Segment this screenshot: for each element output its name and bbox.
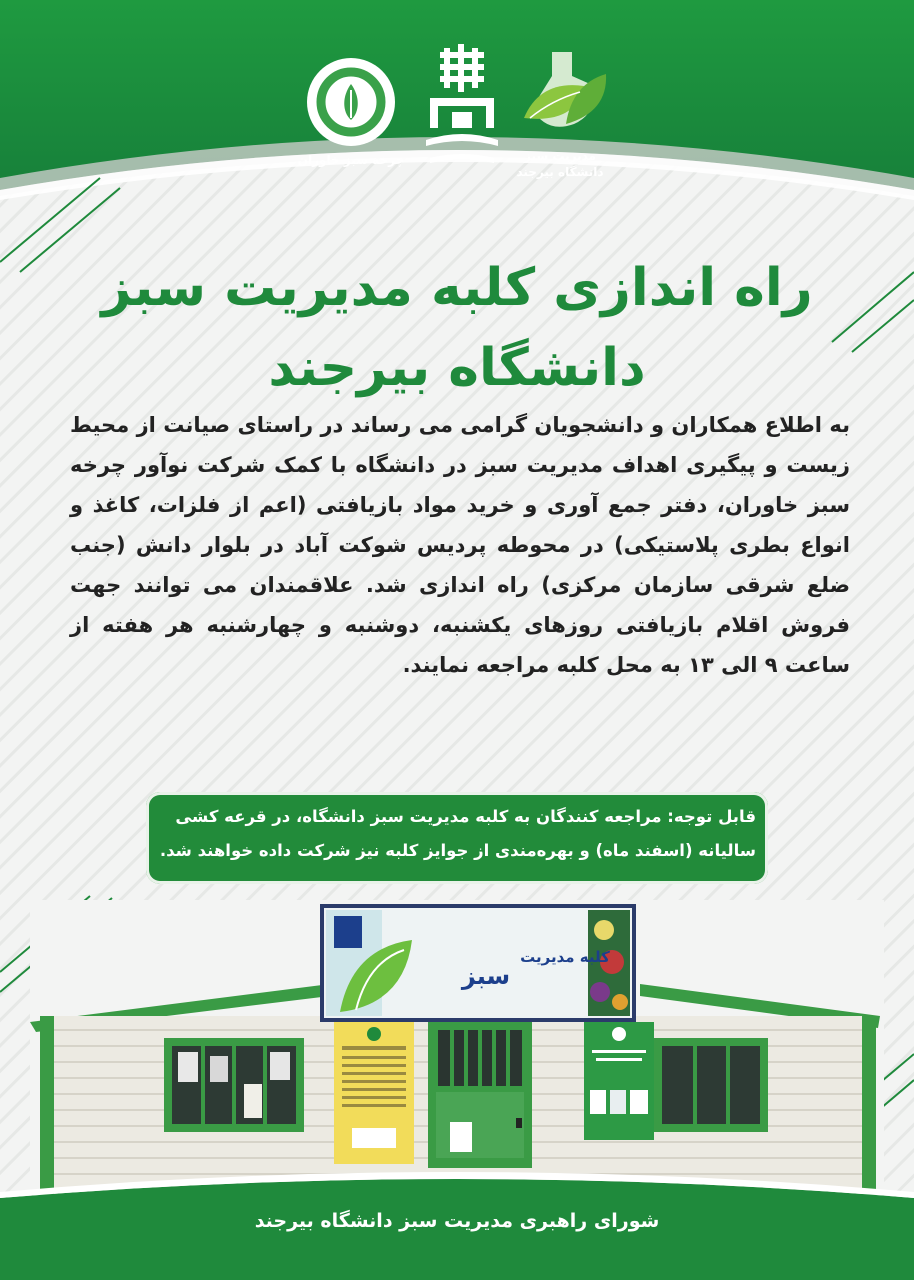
notice-text: قابل توجه: مراجعه کنندگان به کلبه مدیریت سبز دانشگاه، در قرعه کشی سالیانه (اسفند ماه) و بهره‌مندی از جوایز کلبه نیز شرکت داده خواهند شد. (159, 807, 756, 860)
charkhe-sabz-caption: چرخه سبز خاوران (297, 153, 405, 167)
green-management-logo (508, 40, 612, 180)
sign-text-big: سبز (461, 962, 511, 990)
green-management-caption-2: دانشگاه بیرجند (516, 165, 604, 179)
green-management-caption-1: مدیریت سبز (524, 149, 596, 163)
headline-line-1: راه اندازی کلبه مدیریت سبز (101, 258, 813, 318)
headline-line-2: دانشگاه بیرجند (268, 338, 646, 398)
sign-text-small: کلبه مدیریت (520, 948, 610, 966)
footer-text: شورای راهبری مدیریت سبز دانشگاه بیرجند (254, 1210, 660, 1232)
announcement-text: به اطلاع همکاران و دانشجویان گرامی می رساند در راستای صیانت از محیط زیست و پیگیری اهداف مدیریت سبز در دانشگاه با کمک شرکت نوآور چرخه سبز خاوران، دفتر جمع آوری و خرید مواد بازیافتی (اعم از فلزات، کاغذ و انواع بطری پلاستیکی) در محوطه پردیس شوکت آباد در بلوار دانش (جنب ضلع شرقی سازمان مرکزی) راه اندازی شد. علاقمندان می توانند جهت فروش اقلام بازیافتی روزهای یکشنبه، دوشنبه و چهارشنبه هر هفته از ساعت ۹ الی ۱۳ به محل کلبه مراجعه نمایند. (70, 413, 850, 677)
charkhe-sabz-logo (296, 40, 406, 168)
